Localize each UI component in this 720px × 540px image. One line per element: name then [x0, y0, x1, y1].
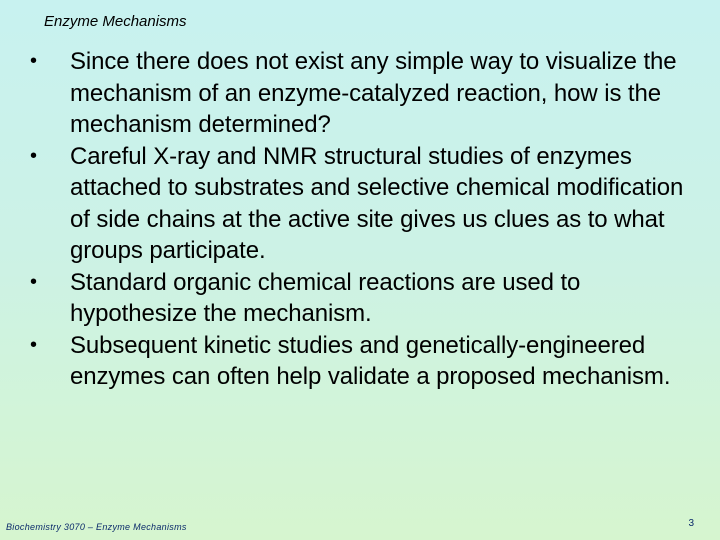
bullet-text: Careful X-ray and NMR structural studies of enzymes attached to substrates and selective chemical modification of side chains at the active site gives us clues as to what groups participate.	[70, 142, 684, 264]
bullet-item	[26, 141, 706, 267]
bullet-item	[26, 330, 706, 393]
bullet-icon: •	[30, 50, 37, 72]
bullet-list	[26, 46, 706, 393]
bullet-text: Standard organic chemical reactions are used to hypothesize the mechanism.	[70, 268, 581, 327]
bullet-text: Since there does not exist any simple way to visualize the mechanism of an enzyme-catalyzed reaction, how is the mechanism determined?	[70, 48, 677, 138]
bullet-icon: •	[30, 270, 37, 293]
bullet-icon: •	[30, 333, 37, 356]
slide-header: Enzyme Mechanisms	[44, 13, 187, 30]
page-number: 3	[688, 518, 694, 529]
bullet-item	[26, 46, 706, 141]
bullet-icon: •	[30, 144, 37, 167]
bullet-text: Subsequent kinetic studies and genetically-engineered enzymes can often help validate a proposed mechanism.	[70, 331, 671, 390]
footer-text: Biochemistry 3070 – Enzyme Mechanisms	[6, 522, 187, 532]
bullet-item	[26, 267, 706, 330]
